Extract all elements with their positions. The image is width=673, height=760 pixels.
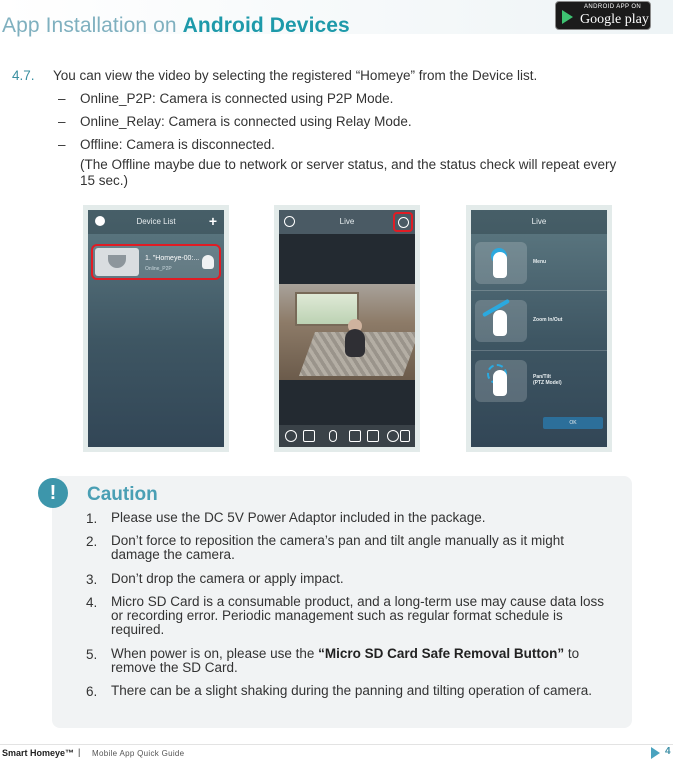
bullet-dash: – <box>58 91 66 106</box>
guide-item-pan-tilt <box>475 356 603 406</box>
exclamation-icon: ! <box>38 478 68 508</box>
video-baby <box>345 329 365 357</box>
page-title-highlight: Android Devices <box>182 14 350 37</box>
device-status: Online_P2P <box>145 266 172 272</box>
snapshot-icon[interactable] <box>303 430 315 442</box>
live-screenshot <box>274 205 420 452</box>
device-list-title: Device List <box>136 217 176 226</box>
live-video-feed[interactable] <box>279 284 415 380</box>
phone-topbar <box>471 210 607 234</box>
zoom-icon[interactable] <box>387 430 399 442</box>
step-text: You can view the video by selecting the registered “Homeye” from the Device list. <box>53 68 538 83</box>
split-view-icon[interactable] <box>349 430 361 442</box>
guide-divider <box>471 290 607 291</box>
guide-item-menu <box>475 238 603 288</box>
caution-item-number: 2. <box>86 534 98 549</box>
footer-separator: | <box>78 747 81 757</box>
caution-item-number: 1. <box>86 511 98 526</box>
bullet-dash: – <box>58 137 66 152</box>
caution-item-text: Micro SD Card is a consumable product, and a long-term use may cause data loss or recording error. Periodic management such as regular format schedule is required. <box>111 594 604 637</box>
device-thumbnail <box>95 248 139 276</box>
caution-item-number: 4. <box>86 595 98 610</box>
caution-item-number: 6. <box>86 684 98 699</box>
footer-subtitle: Mobile App Quick Guide <box>92 749 185 758</box>
play-store-icon <box>562 10 573 24</box>
guide-button <box>475 300 527 342</box>
caution-item-text: Please use the DC 5V Power Adaptor included in the package. <box>111 510 486 525</box>
caution-item-text-pre: When power is on, please use the <box>111 646 319 661</box>
guide-label-pan-tilt-line2: (PTZ Model) <box>533 380 562 386</box>
hand-icon <box>493 252 507 278</box>
caution-item-text: Don’t drop the camera or apply impact. <box>111 571 344 586</box>
phone-screen <box>279 210 415 447</box>
caution-item-text: Don’t force to reposition the camera’s pan and tilt angle manually as it might damage the camera. <box>111 533 564 562</box>
hand-gesture-icon[interactable] <box>285 430 297 442</box>
record-icon[interactable] <box>400 430 410 442</box>
page-arrow-icon <box>651 747 660 759</box>
live-title: Live <box>339 217 355 226</box>
caution-item-number: 5. <box>86 647 98 662</box>
phone-screen <box>88 210 224 447</box>
help-icon[interactable] <box>398 217 409 228</box>
help-highlight <box>393 212 413 232</box>
guide-divider <box>471 350 607 351</box>
video-letterbox-top <box>279 234 415 284</box>
hand-touch-icon <box>202 255 214 269</box>
hand-icon <box>493 370 507 396</box>
caution-item-text: There can be a slight shaking during the panning and tilting operation of camera. <box>111 683 593 698</box>
guide-item-zoom <box>475 296 603 346</box>
guide-button <box>475 242 527 284</box>
guide-label-pan-tilt-line1: Pan/Tilt <box>533 374 551 380</box>
caution-item-number: 3. <box>86 572 98 587</box>
hand-icon <box>493 310 507 336</box>
page-header <box>0 0 673 37</box>
sd-card-removal-button-name: “Micro SD Card Safe Removal Button” <box>318 646 565 661</box>
page-title-prefix: App Installation on <box>2 14 183 37</box>
step-number: 4.7. <box>12 68 35 83</box>
page-number: 4 <box>665 746 671 757</box>
live-toolbar <box>279 425 415 447</box>
bullet-offline: Offline: Camera is disconnected. <box>80 137 275 152</box>
bullet-dash: – <box>58 114 66 129</box>
guide-label-zoom: Zoom In/Out <box>533 317 563 323</box>
microphone-icon[interactable] <box>329 430 337 442</box>
device-list-screenshot <box>83 205 229 452</box>
caution-item-text <box>111 647 611 675</box>
google-play-badge-big-text: Google play <box>580 12 649 27</box>
offline-note: (The Offline maybe due to network or server status, and the status check will repeat every 15 sec.) <box>80 157 617 188</box>
guide-button <box>475 360 527 402</box>
caution-item-text-post: to remove the SD Card. <box>111 646 580 675</box>
google-play-badge[interactable] <box>555 1 651 30</box>
bullet-online-relay: Online_Relay: Camera is connected using Relay Mode. <box>80 114 412 129</box>
phone-topbar <box>88 210 224 234</box>
caution-title: Caution <box>87 484 158 505</box>
device-name: 1. "Homeye-00:... <box>145 255 200 262</box>
device-list-item[interactable] <box>91 244 221 280</box>
resolution-icon[interactable] <box>367 430 379 442</box>
ok-button[interactable]: OK <box>543 417 603 429</box>
phone-topbar <box>279 210 415 234</box>
footer-divider <box>0 744 673 745</box>
guide-label-pan-tilt <box>533 374 562 386</box>
google-play-badge-small-text: ANDROID APP ON <box>584 4 642 10</box>
video-letterbox-bottom <box>279 380 415 425</box>
page-title <box>2 14 350 38</box>
guide-label-menu: Menu <box>533 259 547 265</box>
phone-screen <box>471 210 607 447</box>
guide-title: Live <box>531 217 547 226</box>
camera-icon <box>108 255 126 268</box>
footer-brand: Smart Homeye™ <box>2 748 75 758</box>
plus-icon[interactable]: + <box>208 213 217 229</box>
gesture-guide-screenshot <box>466 205 612 452</box>
bullet-online-p2p: Online_P2P: Camera is connected using P2P Mode. <box>80 91 394 106</box>
